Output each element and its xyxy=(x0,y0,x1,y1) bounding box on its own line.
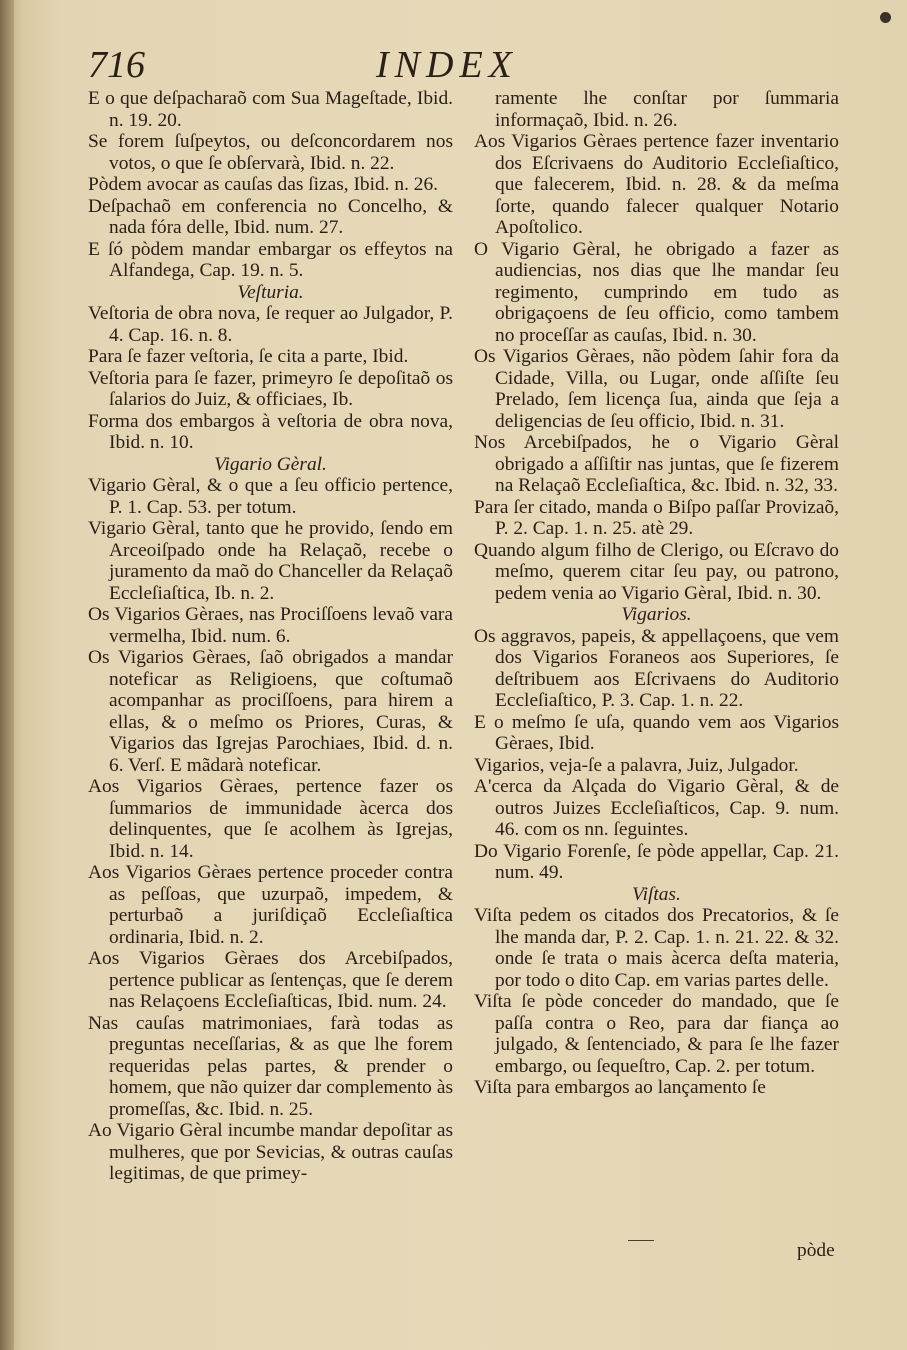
index-entry: Para ſe fazer veſtoria, ſe cita a parte, Ibid. xyxy=(88,346,409,367)
index-entry: Vigario Gèral, & o que a ſeu officio pertence, P. 1. Cap. 53. per totum. xyxy=(88,475,453,518)
index-entry: Do Vigario Forenſe, ſe pòde appellar, Cap. 21. num. 49. xyxy=(474,840,839,883)
index-entry: Se forem ſuſpeytos, ou deſconcordarem nos votos, o que ſe obſervarà, Ibid. n. 22. xyxy=(88,131,453,174)
left-column xyxy=(88,88,453,1185)
index-entry: E o que deſpacharaõ com Sua Mageſtade, Ibid. n. 19. 20. xyxy=(88,88,453,131)
index-entry: Os aggravos, papeis, & appellaçoens, que vem dos Vigarios Foraneos aos Superiores, ſe deſtribuem aos Eſcrivaens do Auditorio Eccleſiaſtico, P. 3. Cap. 1. n. 22. xyxy=(474,625,839,711)
index-entry: Aos Vigarios Gèraes, pertence fazer os ſummarios de immunidade àcerca dos delinquentes, que ſe acolhem às Igrejas, Ibid. n. 14. xyxy=(88,776,453,862)
index-entry: A'cerca da Alçada do Vigario Gèral, & de outros Juizes Eccleſiaſticos, Cap. 9. num. 46. com os nn. ſeguintes. xyxy=(474,776,839,840)
index-entry: Viſta ſe pòde conceder do mandado, que ſe paſſa contra o Reo, para dar fiança ao julgado, & ſentenciado, & para ſe lhe fazer embargo, ou ſequeſtro, Cap. 2. per totum. xyxy=(474,991,839,1077)
index-entry: Para ſer citado, manda o Biſpo paſſar Provizaõ, P. 2. Cap. 1. n. 25. atè 29. xyxy=(474,496,839,539)
index-entry: Nas cauſas matrimoniaes, farà todas as preguntas neceſſarias, & as que lhe forem requeridas pelas partes, & prender o homem, que não quizer dar complemento às promeſſas, &c. Ibid. n. 25. xyxy=(88,1012,453,1120)
page-number: 716 xyxy=(88,44,145,86)
index-entry: Os Vigarios Gèraes, ſaõ obrigados a mandar noteficar as Religioens, que coſtumaõ acompanhar as prociſſoens, para hirem a ellas, & o meſmo os Priores, Curas, & Vigarios das Igrejas Parochiaes, Ibid. d. n. 6. Verſ. E mãdarà noteficar. xyxy=(88,647,453,776)
section-heading: Vigario Gèral. xyxy=(214,453,327,475)
section-heading: Viſtas. xyxy=(632,883,681,905)
book-binding-edge xyxy=(0,0,14,1350)
index-entry: Veſtoria de obra nova, ſe requer ao Julgador, P. 4. Cap. 16. n. 8. xyxy=(88,303,453,346)
paper-hole xyxy=(880,12,891,23)
index-entry: Os Vigarios Gèraes, não pòdem ſahir fora da Cidade, Villa, ou Lugar, onde aſſiſte ſeu Prelado, ſem licença ſua, ainda que ſeja a deligencias de ſeu officio, Ibid. n. 31. xyxy=(474,346,839,432)
index-entry: Aos Vigarios Gèraes pertence fazer inventario dos Eſcrivaens do Auditorio Eccleſiaſtico, que falecerem, Ibid. n. 28. & da meſma ſorte, quando falecer qualquer Notario Apoſtolico. xyxy=(474,131,839,238)
index-entry: Veſtoria para ſe fazer, primeyro ſe depoſitaõ os ſalarios do Juiz, & officiaes, Ib. xyxy=(88,367,453,410)
section-heading: Veſturia. xyxy=(237,281,304,303)
index-entry: Quando algum filho de Clerigo, ou Eſcravo do meſmo, querem citar ſeu pay, ou patrono, pedem venia ao Vigario Gèral, Ibid. n. 30. xyxy=(474,539,839,604)
index-entry: ramente lhe conſtar por ſummaria informaçaõ, Ibid. n. 26. xyxy=(495,88,839,131)
index-entry: Vigarios, veja-ſe a palavra, Juiz, Julgador. xyxy=(474,754,799,776)
index-entry: Viſta para embargos ao lançamento ſe xyxy=(474,1077,766,1098)
index-entry: Forma dos embargos à veſtoria de obra nova, Ibid. n. 10. xyxy=(88,410,453,453)
index-entry: Os Vigarios Gèraes, nas Prociſſoens levaõ vara vermelha, Ibid. num. 6. xyxy=(88,604,453,647)
section-heading: Vigarios. xyxy=(621,604,692,625)
catchword: pòde xyxy=(797,1240,835,1261)
index-entry: Viſta pedem os citados dos Precatorios, & ſe lhe manda dar, P. 2. Cap. 1. n. 21. 22. & 32. onde ſe trata o mais àcerca deſta materia, por todo o dito Cap. em varias partes delle. xyxy=(474,905,839,991)
index-entry: O Vigario Gèral, he obrigado a fazer as audiencias, nos dias que lhe mandar ſeu regimento, cumprindo em tudo as obrigaçoens de ſeu officio, como tambem no proceſſar as cauſas, Ibid. n. 30. xyxy=(474,238,839,346)
index-entry: Ao Vigario Gèral incumbe mandar depoſitar as mulheres, que por Sevicias, & outras cauſas legitimas, de que primey- xyxy=(88,1120,453,1184)
index-entry: Deſpachaõ em conferencia no Concelho, & nada fóra delle, Ibid. num. 27. xyxy=(88,195,453,238)
index-entry: Vigario Gèral, tanto que he provido, ſendo em Arceoiſpado onde ha Relaçaõ, recebe o juramento da maõ do Chanceller da Relaçaõ Eccleſiaſtica, Ib. n. 2. xyxy=(88,518,453,604)
index-entry: Nos Arcebiſpados, he o Vigario Gèral obrigado a aſſiſtir nas juntas, que ſe fizerem na Relaçaõ Eccleſiaſtica, &c. Ibid. n. 32, 33. xyxy=(474,432,839,496)
right-column xyxy=(474,88,839,1099)
footer-rule xyxy=(628,1240,654,1241)
index-entry: Pòdem avocar as cauſas das ſizas, Ibid. n. 26. xyxy=(88,174,439,195)
index-entry: E ſó pòdem mandar embargar os effeytos na Alfandega, Cap. 19. n. 5. xyxy=(88,238,453,281)
index-entry: E o meſmo ſe uſa, quando vem aos Vigarios Gèraes, Ibid. xyxy=(474,711,839,754)
index-entry: Aos Vigarios Gèraes pertence proceder contra as peſſoas, que uzurpaõ, impedem, & perturbaõ a juriſdiçaõ Eccleſiaſtica ordinaria, Ibid. n. 2. xyxy=(88,862,453,948)
running-title: INDEX xyxy=(376,44,518,86)
index-entry: Aos Vigarios Gèraes dos Arcebiſpados, pertence publicar as ſentenças, que ſe derem nas Relaçoens Eccleſiaſticas, Ibid. num. 24. xyxy=(88,948,453,1012)
page-header xyxy=(88,42,848,92)
